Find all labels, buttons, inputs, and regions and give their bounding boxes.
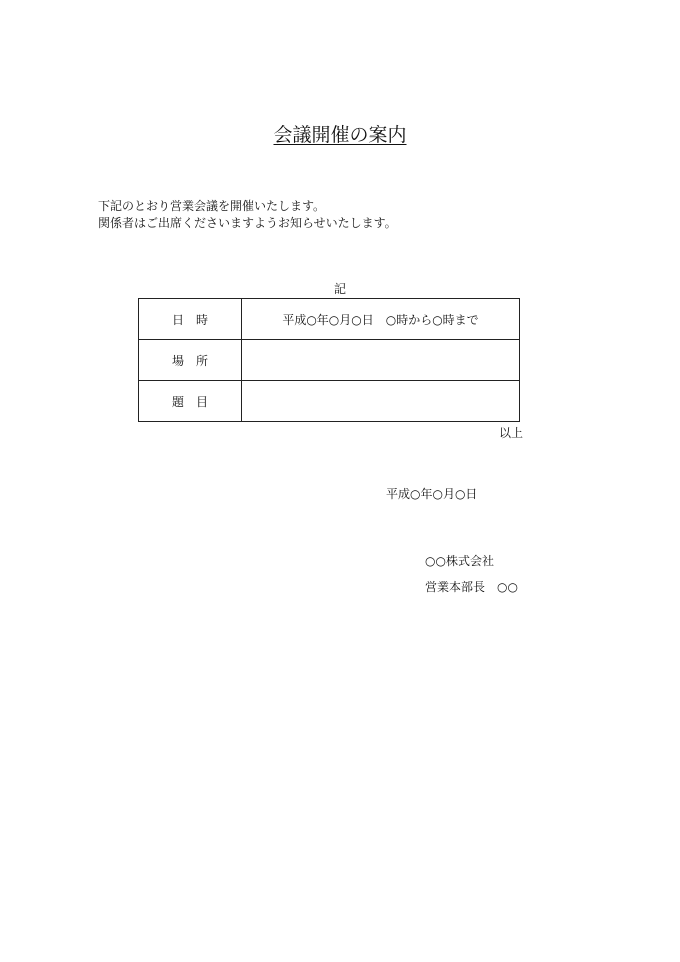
document-title-text: 会議開催の案内 [273, 124, 407, 146]
table-row [139, 299, 520, 340]
row-value-datetime: 平成○年○月○日 ○時から○時まで [242, 299, 520, 340]
company-name: ○○株式会社 [425, 554, 494, 568]
row-value-place [242, 340, 520, 381]
table-row [139, 340, 520, 381]
intro-line: 下記のとおり営業会議を開催いたします。 [98, 199, 326, 213]
row-label-subject: 題 目 [139, 381, 242, 422]
table-row [139, 381, 520, 422]
sender-name: 営業本部長 ○○ [425, 580, 518, 594]
intro-paragraph [98, 198, 397, 232]
intro-line: 関係者はご出席くださいますようお知らせいたします。 [98, 216, 397, 230]
document-date: 平成○年○月○日 [386, 487, 478, 501]
details-table [138, 298, 520, 422]
row-label-place: 場 所 [139, 340, 242, 381]
row-label-datetime: 日 時 [139, 299, 242, 340]
closing-ijo: 以上 [499, 426, 524, 440]
row-value-subject [242, 381, 520, 422]
ki-heading: 記 [333, 282, 346, 296]
document-title [0, 123, 680, 147]
